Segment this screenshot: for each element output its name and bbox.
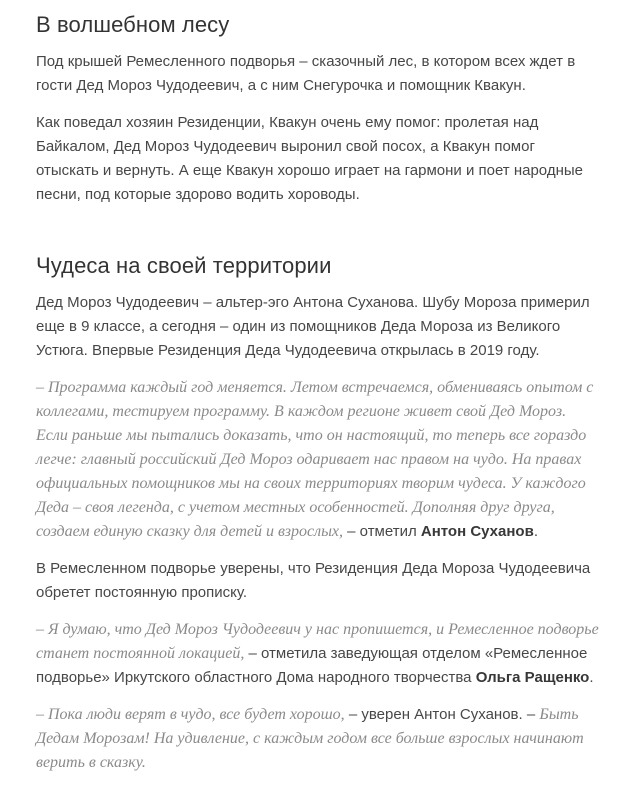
quote-text: – Пока люди верят в чудо, все будет хорошо, [36, 706, 345, 723]
person-name-anton-sukhanov: Антон Суханов [420, 523, 534, 540]
quote-attribution: – отметил [343, 523, 421, 540]
sentence-period: . [589, 669, 594, 686]
paragraph-residence: В Ремесленном подворье уверены, что Резиденция Деда Мороза Чудодеевича обретет постоянную прописку. [36, 560, 591, 601]
quote-paragraph-believe [36, 703, 600, 775]
quote-paragraph-location [36, 618, 600, 690]
paragraph-kvakun-story: Как поведал хозяин Резиденции, Квакун очень ему помог: пролетая над Байкалом, Дед Мороз Чудодеевич выронил свой посох, а Квакун помог отыскать и вернуть. А еще Квакун хорошо играет на гармони и поет народные песни, под которые здорово водить хороводы. [36, 114, 583, 203]
quote-text: – Я думаю, что Дед Мороз Чудодеевич у нас пропишется, и Ремесленное подворье станет постоянной локацией, [36, 621, 599, 662]
paragraph-intro: Под крышей Ремесленного подворья – сказочный лес, в котором всех ждет в гости Дед Мороз Чудодеевич, а с ним Снегурочка и помощник Квакун. [36, 53, 576, 94]
quote-paragraph-program [36, 376, 600, 544]
section-heading-magic-forest: В волшебном лесу [36, 12, 230, 37]
quote-attribution: – уверен Антон Суханов. – [344, 706, 540, 723]
paragraph-alter-ego: Дед Мороз Чудодеевич – альтер-эго Антона Суханова. Шубу Мороза примерил еще в 9 классе, а сегодня – один из помощников Деда Мороза из Великого Устюга. Впервые Резиденция Деда Чудодеевича открылась в 2019 году. [36, 294, 590, 359]
quote-text: Быть Дедам Морозам! На удивление, с каждым годом все больше взрослых начинают верить в сказку. [36, 706, 584, 771]
quote-text: – Программа каждый год меняется. Летом встречаемся, обмениваясь опытом с коллегами, тестируем программу. В каждом регионе живет свой Дед Мороз. Если раньше мы пытались доказать, что он настоящий, то теперь все гораздо легче: главный российский Дед Мороз одаривает нас правом на чудо. На правах официальных помощников мы на своих территориях творим чудеса. У каждого Деда – своя легенда, с учетом местных особенностей. Дополняя друг друга, создаем единую сказку для детей и взрослых, [36, 379, 594, 540]
person-name-olga-rashchenko: Ольга Ращенко [475, 669, 590, 686]
sentence-period: . [533, 523, 538, 540]
quote-attribution: – отметила заведующая отделом «Ремесленное подворье» Иркутского областного Дома народного творчества [36, 645, 588, 686]
section-heading-miracles: Чудеса на своей территории [36, 253, 332, 278]
